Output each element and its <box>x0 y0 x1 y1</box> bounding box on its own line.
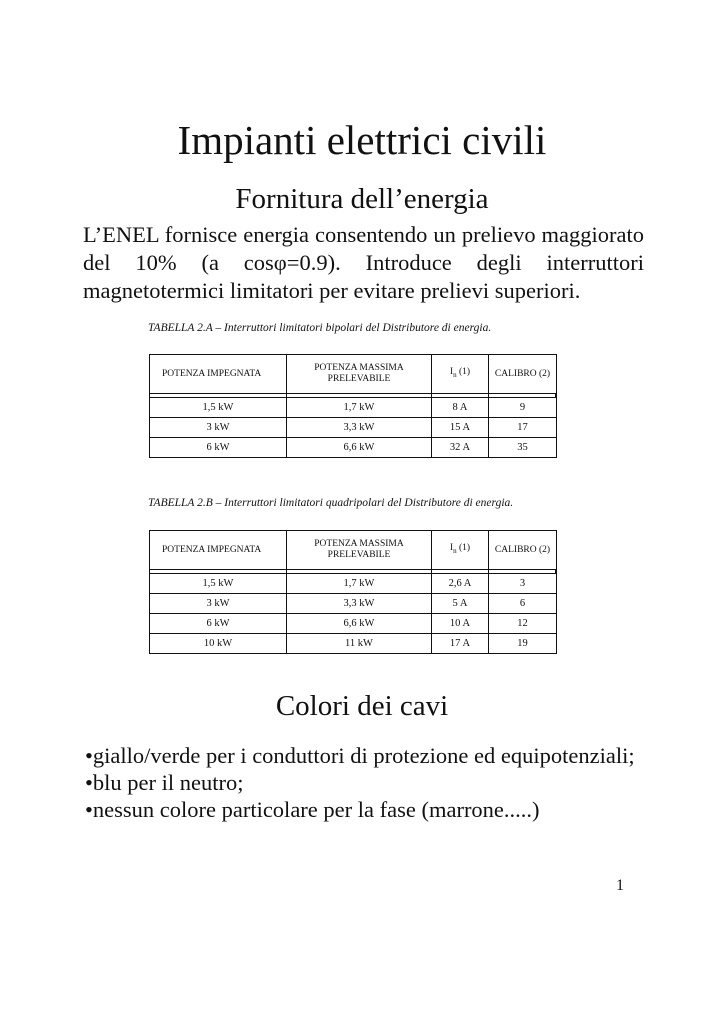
header-in: $I_n$ (1) <box>432 355 489 393</box>
table-b <box>149 530 557 654</box>
table-row <box>150 633 556 653</box>
header-potenza-massima: POTENZA MASSIMA PRELEVABILE <box>287 355 432 393</box>
cell: 9 <box>489 397 556 417</box>
bullet-list <box>85 742 635 823</box>
header-potenza-impegnata: POTENZA IMPEGNATA <box>150 355 287 393</box>
cell: 3 kW <box>150 417 287 437</box>
table-row <box>150 397 556 417</box>
page-title: Impianti elettrici civili <box>177 117 547 163</box>
cell: 1,7 kW <box>287 573 432 593</box>
header-in: $I_n$ (1) <box>432 531 489 569</box>
cell: 2,6 A <box>432 573 489 593</box>
header-calibro: CALIBRO (2) <box>494 368 551 379</box>
table-a-caption: TABELLA 2.A – Interruttori limitatori bipolari del Distributore di energia. <box>148 322 492 334</box>
list-item: •blu per il neutro; <box>85 770 244 795</box>
cell: 11 kW <box>287 633 432 653</box>
table-row <box>150 573 556 593</box>
cell: 1,7 kW <box>287 397 432 417</box>
cell: 1,5 kW <box>150 397 287 417</box>
cell: 35 <box>489 437 556 457</box>
cell: 6,6 kW <box>287 613 432 633</box>
cell: 10 A <box>432 613 489 633</box>
list-item: •giallo/verde per i conduttori di protezione ed equipotenziali; <box>85 743 635 768</box>
cell: 17 A <box>432 633 489 653</box>
table-a <box>149 354 557 458</box>
page-number: 1 <box>616 877 624 894</box>
table-row <box>150 417 556 437</box>
cell: 5 A <box>432 593 489 613</box>
cell: 12 <box>489 613 556 633</box>
table-header-row <box>150 531 556 569</box>
cell: 1,5 kW <box>150 573 287 593</box>
cell: 3 <box>489 573 556 593</box>
section-heading-fornitura: Fornitura dell’energia <box>235 183 489 215</box>
cell: 15 A <box>432 417 489 437</box>
section-heading-colori: Colori dei cavi <box>275 690 449 722</box>
cell: 8 A <box>432 397 489 417</box>
table-b-caption: TABELLA 2.B – Interruttori limitatori quadripolari del Distributore di energia. <box>148 497 514 509</box>
cell: 3,3 kW <box>287 593 432 613</box>
cell: 17 <box>489 417 556 437</box>
table-row <box>150 593 556 613</box>
list-item: •nessun colore particolare per la fase (marrone.....) <box>85 797 540 822</box>
cell: 3,3 kW <box>287 417 432 437</box>
intro-paragraph: L’ENEL fornisce energia consentendo un prelievo maggiorato del 10% (a cosφ=0.9). Introduce degli interruttori magnetotermici limitatori per evitare prelievi superiori. <box>83 222 644 303</box>
header-potenza-impegnata: POTENZA IMPEGNATA <box>150 531 287 569</box>
cell: 10 kW <box>150 633 287 653</box>
header-potenza-massima: POTENZA MASSIMA PRELEVABILE <box>287 531 432 569</box>
table-row <box>150 613 556 633</box>
cell: 6,6 kW <box>287 437 432 457</box>
header-calibro: CALIBRO (2) <box>494 544 551 555</box>
cell: 6 kW <box>150 613 287 633</box>
cell: 19 <box>489 633 556 653</box>
cell: 32 A <box>432 437 489 457</box>
cell: 6 <box>489 593 556 613</box>
table-header-row <box>150 355 556 393</box>
cell: 3 kW <box>150 593 287 613</box>
table-row <box>150 437 556 457</box>
cell: 6 kW <box>150 437 287 457</box>
